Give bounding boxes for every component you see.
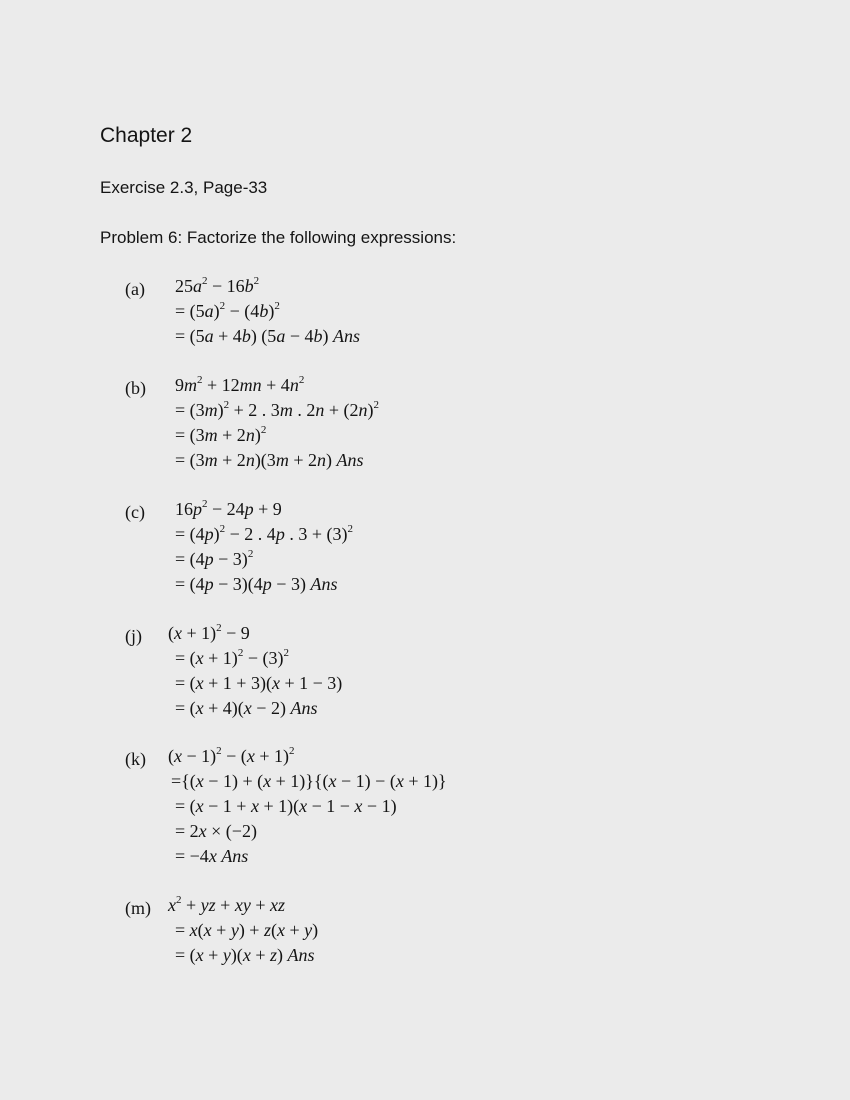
problem-label: (k) — [125, 749, 146, 769]
math-line: = −4x Ans — [175, 846, 249, 866]
problem-label: (c) — [125, 502, 145, 522]
math-line: = (3m + 2n)(3m + 2n) Ans — [175, 450, 364, 470]
math-line: = (x + 1 + 3)(x + 1 − 3) — [175, 673, 343, 693]
math-line: = $(3m + 2n)^2$ — [175, 424, 267, 445]
problem-label: (a) — [125, 279, 145, 299]
problem-title: Problem 6: Factorize the following expressions: — [100, 228, 457, 247]
exercise-reference: Exercise 2.3, Page-33 — [100, 178, 268, 197]
math-line: = $(4p)^2 - 2$ . 4p . $3 + (3)^2$ — [175, 523, 353, 544]
math-line: = $(5a)^2 - (4b)^2$ — [175, 300, 280, 321]
math-line: $25a^2 - 16b^2$ — [175, 275, 260, 296]
math-line: = $(3m)^2 + 2$ . 3m . $2n + (2n)^2$ — [175, 399, 379, 420]
math-line: = (x + 4)(x − 2) Ans — [175, 698, 318, 718]
math-line: = (x + y)(x + z) Ans — [175, 945, 315, 965]
math-line: = (5a + 4b) (5a − 4b) Ans — [175, 326, 360, 346]
math-line: = (4p − 3)(4p − 3) Ans — [175, 574, 338, 594]
math-line: $(x - 1)^2 - (x + 1)^2$ — [168, 745, 295, 766]
chapter-heading: Chapter 2 — [100, 124, 193, 147]
math-line: $16p^2 - 24p + 9$ — [175, 498, 282, 519]
math-line: = $(4p - 3)^2$ — [175, 548, 254, 569]
math-line: ={(x − 1) + (x + 1)}{(x − 1) − (x + 1)} — [171, 771, 447, 791]
problem-label: (j) — [125, 626, 142, 646]
math-line: $x^2$ + yz + xy + xz — [168, 894, 285, 915]
math-line: = 2x × (−2) — [175, 821, 257, 841]
math-line: = (x − 1 + x + 1)(x − 1 − x − 1) — [175, 796, 397, 816]
math-line: = $(x + 1)^2 - (3)^2$ — [175, 647, 289, 668]
math-line: $(x + 1)^2 - 9$ — [168, 622, 250, 643]
math-line: = x(x + y) + z(x + y) — [175, 920, 319, 940]
math-line: $9m^2 + 12mn + 4n^2$ — [175, 374, 305, 395]
problem-label: (m) — [125, 898, 151, 918]
problem-label: (b) — [125, 378, 146, 398]
